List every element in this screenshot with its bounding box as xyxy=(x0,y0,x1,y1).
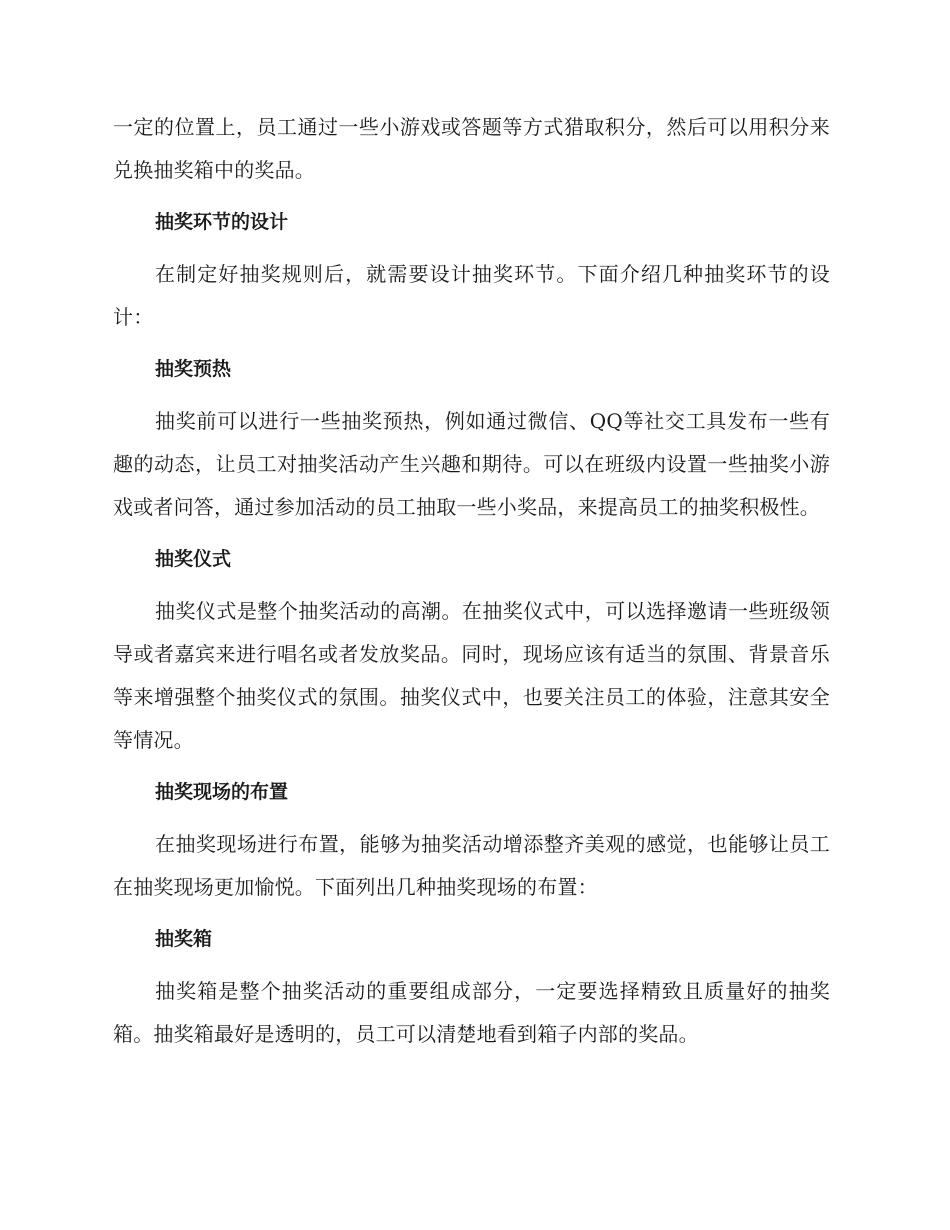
section-heading-lottery-design: 抽奖环节的设计 xyxy=(155,211,289,233)
paragraph-venue-layout: 在抽奖现场进行布置，能够为抽奖活动增添整齐美观的感觉，也能够让员工在抽奖现场更加愉悦。下面列出几种抽奖现场的布置： xyxy=(113,832,830,899)
paragraph-continued: 一定的位置上，员工通过一些小游戏或答题等方式猎取积分，然后可以用积分来兑换抽奖箱中的奖品。 xyxy=(113,115,830,182)
paragraph-warmup: 抽奖前可以进行一些抽奖预热，例如通过微信、QQ等社交工具发布一些有趣的动态，让员工对抽奖活动产生兴趣和期待。可以在班级内设置一些抽奖小游戏或者问答，通过参加活动的员工抽取一些小奖品，来提高员工的抽奖积极性。 xyxy=(113,409,830,519)
section-heading-lottery-box: 抽奖箱 xyxy=(155,928,213,950)
paragraph-lottery-design: 在制定好抽奖规则后，就需要设计抽奖环节。下面介绍几种抽奖环节的设计： xyxy=(113,262,830,329)
document-page xyxy=(113,106,830,1056)
paragraph-lottery-box: 抽奖箱是整个抽奖活动的重要组成部分，一定要选择精致且质量好的抽奖箱。抽奖箱最好是透明的，员工可以清楚地看到箱子内部的奖品。 xyxy=(113,979,830,1046)
section-heading-ceremony: 抽奖仪式 xyxy=(155,548,232,570)
paragraph-ceremony: 抽奖仪式是整个抽奖活动的高潮。在抽奖仪式中，可以选择邀请一些班级领导或者嘉宾来进行唱名或者发放奖品。同时，现场应该有适当的氛围、背景音乐等来增强整个抽奖仪式的氛围。抽奖仪式中，也要关注员工的体验，注意其安全等情况。 xyxy=(113,599,830,752)
section-heading-warmup: 抽奖预热 xyxy=(155,358,232,380)
section-heading-venue-layout: 抽奖现场的布置 xyxy=(155,781,289,803)
